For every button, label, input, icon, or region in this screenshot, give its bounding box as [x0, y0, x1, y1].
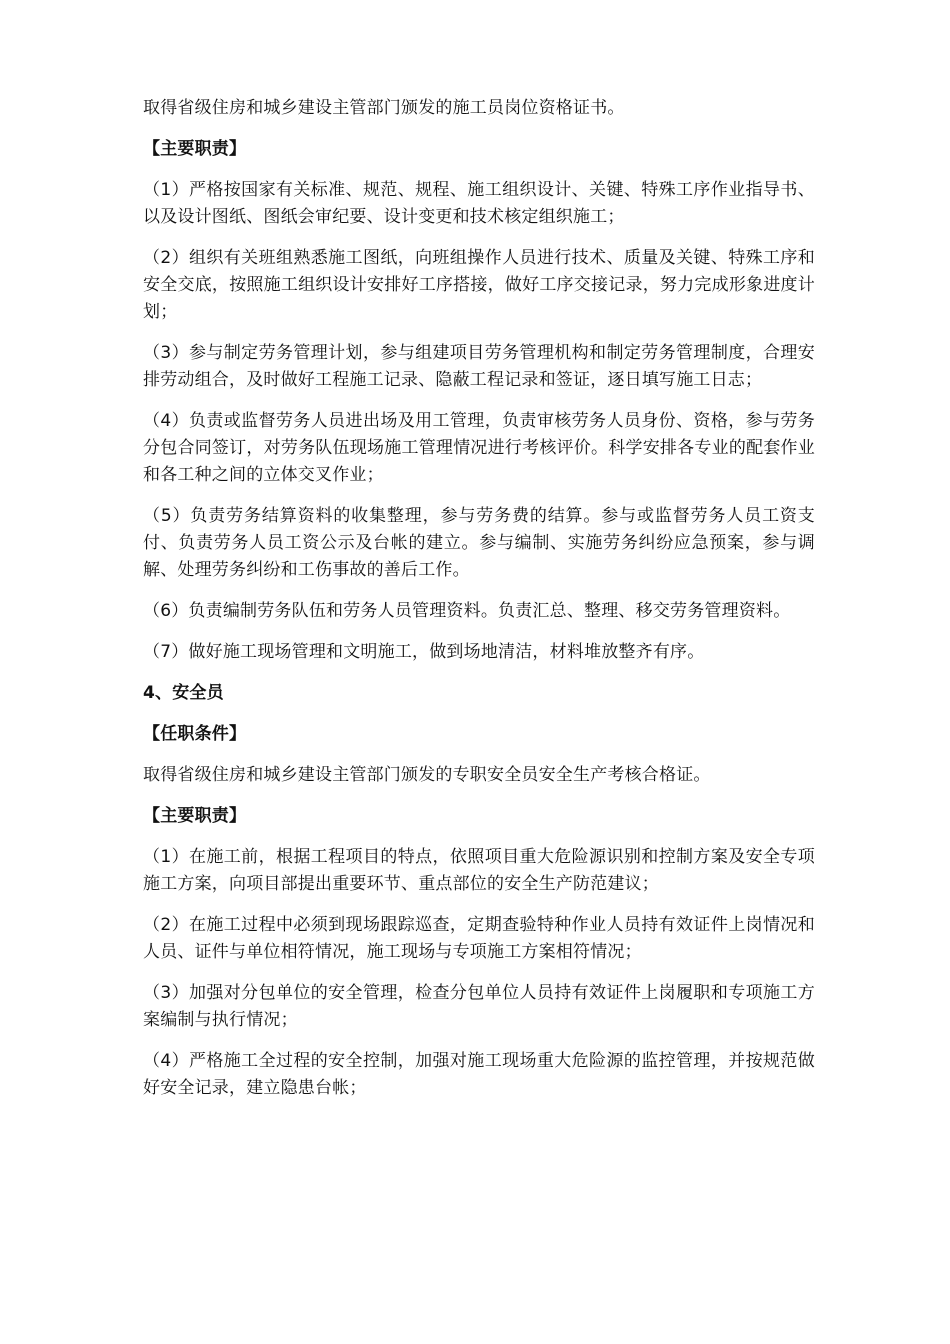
duty-item-1: （1）严格按国家有关标准、规范、规程、施工组织设计、关键、特殊工序作业指导书、以及设计图纸、图纸会审纪要、设计变更和技术核定组织施工； [143, 180, 815, 227]
document-page [143, 95, 815, 1116]
duty-item-2: （2）组织有关班组熟悉施工图纸，向班组操作人员进行技术、质量及关键、特殊工序和安全交底，按照施工组织设计安排好工序搭接，做好工序交接记录，努力完成形象进度计划； [143, 248, 815, 322]
safety-duty-item-3: （3）加强对分包单位的安全管理，检查分包单位人员持有效证件上岗履职和专项施工方案编制与执行情况； [143, 983, 815, 1030]
qualification-paragraph: 取得省级住房和城乡建设主管部门颁发的施工员岗位资格证书。 [143, 98, 625, 118]
qualifications-heading: 【任职条件】 [143, 724, 247, 744]
duty-item-5: （5）负责劳务结算资料的收集整理，参与劳务费的结算。参与或监督劳务人员工资支付、负责劳务人员工资公示及台帐的建立。参与编制、实施劳务纠纷应急预案，参与调解、处理劳务纠纷和工伤事故的善后工作。 [143, 506, 815, 580]
safety-duty-item-2: （2）在施工过程中必须到现场跟踪巡查，定期查验特种作业人员持有效证件上岗情况和人员、证件与单位相符情况，施工现场与专项施工方案相符情况； [143, 915, 815, 962]
duty-item-7: （7）做好施工现场管理和文明施工，做到场地清洁，材料堆放整齐有序。 [143, 642, 705, 662]
duty-item-3: （3）参与制定劳务管理计划，参与组建项目劳务管理机构和制定劳务管理制度，合理安排劳动组合，及时做好工程施工记录、隐蔽工程记录和签证，逐日填写施工日志； [143, 343, 815, 390]
safety-qualification-paragraph: 取得省级住房和城乡建设主管部门颁发的专职安全员安全生产考核合格证。 [143, 765, 711, 785]
duty-item-6: （6）负责编制劳务队伍和劳务人员管理资料。负责汇总、整理、移交劳务管理资料。 [143, 601, 791, 621]
safety-duty-item-4: （4）严格施工全过程的安全控制，加强对施工现场重大危险源的监控管理，并按规范做好安全记录，建立隐患台帐； [143, 1051, 815, 1098]
section-heading-safety-officer: 4、安全员 [143, 683, 224, 703]
duty-item-4: （4）负责或监督劳务人员进出场及用工管理，负责审核劳务人员身份、资格，参与劳务分包合同签订，对劳务队伍现场施工管理情况进行考核评价。科学安排各专业的配套作业和各工种之间的立体交叉作业； [143, 411, 815, 485]
main-duties-heading-safety: 【主要职责】 [143, 806, 247, 826]
main-duties-heading: 【主要职责】 [143, 139, 247, 159]
safety-duty-item-1: （1）在施工前，根据工程项目的特点，依照项目重大危险源识别和控制方案及安全专项施工方案，向项目部提出重要环节、重点部位的安全生产防范建议； [143, 847, 815, 894]
